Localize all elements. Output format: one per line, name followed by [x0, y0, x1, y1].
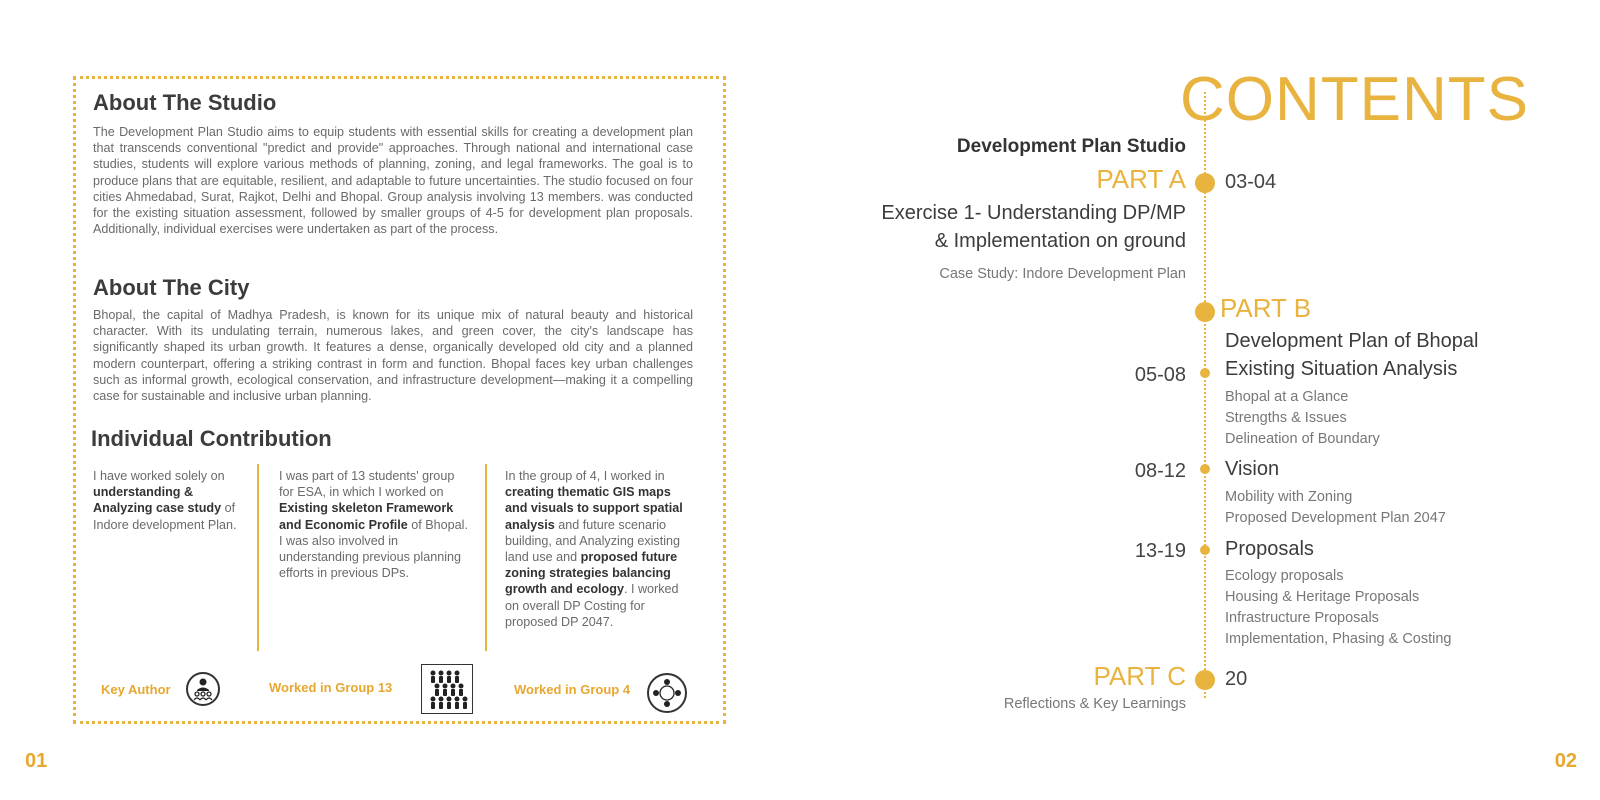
esa-item: Delineation of Boundary — [1225, 431, 1380, 447]
city-heading: About The City — [93, 275, 250, 300]
part-c-label: PART C — [1093, 661, 1186, 691]
vision-heading: Vision — [1225, 458, 1280, 480]
column-divider-2 — [485, 464, 487, 651]
vision-item: Mobility with Zoning — [1225, 489, 1353, 505]
esa-dot — [1200, 368, 1210, 378]
contribution-col-1 — [93, 468, 243, 533]
studio-text: The Development Plan Studio aims to equip students with essential skills for creating a development plan that transcends conventional "predict and provide" approaches. Through national and international case studies, students will explore various methods of planning, zoning, and legal frameworks. The goal is to produce plans that are equitable, resilient, and adaptable to future uncertainties. The studio focused on four cities Ahmedabad, Surat, Rajkot, Delhi and Bhopal. Group analysis involving 13 members. was conducted for the existing situation assessment, followed by smaller groups of 4-5 for development plan proposals. Additionally, individual exercises were undertaken as part of the process. — [93, 125, 693, 237]
proposals-item: Implementation, Phasing & Costing — [1225, 631, 1452, 647]
col3-text-1: In the group of 4, I worked in — [505, 469, 665, 483]
proposals-heading: Proposals — [1225, 538, 1314, 560]
col3-bold-2: proposed future zoning strategies balancing growth and ecology — [505, 550, 678, 597]
esa-item: Bhopal at a Glance — [1225, 389, 1349, 405]
key-author-label: Key Author — [101, 682, 171, 697]
col1-bold-1: understanding & Analyzing case study — [93, 485, 222, 516]
part-b-label: PART B — [1220, 293, 1312, 323]
proposals-pages: 13-19 — [1134, 540, 1186, 562]
studio-name: Development Plan Studio — [956, 136, 1186, 157]
city-text: Bhopal, the capital of Madhya Pradesh, is known for its unique mix of natural beauty and historical character. With its undulating terrain, numerous lakes, and green cover, the city's landscape has significantly shaped its urban growth. It features a dense, organically developed old city and a planned modern counterpart, offering a striking contrast in form and function. Bhopal faces key urban challenges such as informal growth, ecological conservation, and infrastructure development—making it a compelling case for sustainable and inclusive urban planning. — [93, 308, 693, 404]
vision-pages: 08-12 — [1134, 460, 1186, 482]
part-a-dot — [1195, 173, 1215, 193]
contribution-heading: Individual Contribution — [91, 426, 332, 451]
col2-bold-1: Existing skeleton Framework and Economic Profile — [279, 501, 454, 532]
col3-bold-1: creating thematic GIS maps and visuals to support spatial analysis — [505, 485, 683, 532]
dp-bhopal: Development Plan of Bhopal — [1225, 330, 1479, 352]
exercise-line-2: & Implementation on ground — [934, 230, 1186, 252]
vision-list — [1225, 487, 1446, 529]
proposals-item: Housing & Heritage Proposals — [1225, 589, 1420, 605]
part-c-pages: 20 — [1225, 668, 1248, 690]
proposals-item: Ecology proposals — [1225, 568, 1344, 584]
key-author-icon — [186, 672, 220, 706]
col1-text-2: of Indore development Plan. — [93, 501, 237, 532]
esa-pages: 05-08 — [1134, 364, 1186, 386]
column-divider-1 — [257, 464, 259, 651]
col2-text-1: I was part of 13 students' group for ESA, in which I worked on — [279, 469, 455, 500]
group13-label: Worked in Group 13 — [269, 680, 393, 695]
part-b-dot — [1195, 302, 1215, 322]
col3-text-2: and future scenario building, and Analyzing existing land use and — [505, 517, 681, 565]
contents-title: CONTENTS — [1180, 65, 1529, 134]
studio-heading: About The Studio — [93, 90, 277, 115]
case-study: Case Study: Indore Development Plan — [939, 266, 1186, 282]
group4-label: Worked in Group 4 — [514, 682, 631, 697]
contribution-col-3 — [505, 468, 695, 630]
proposals-item: Infrastructure Proposals — [1225, 610, 1379, 626]
contribution-col-2 — [279, 468, 469, 581]
col3-text-3: . I worked on overall DP Costing for proposed DP 2047. — [505, 582, 679, 629]
group13-icon — [421, 664, 473, 714]
page-number-right: 02 — [1554, 750, 1577, 772]
group4-icon — [647, 673, 687, 713]
esa-list — [1225, 387, 1380, 450]
page-number-left: 01 — [25, 750, 48, 772]
proposals-list — [1225, 566, 1452, 650]
part-a-label: PART A — [1096, 164, 1186, 194]
esa-item: Strengths & Issues — [1225, 410, 1347, 426]
part-a-pages: 03-04 — [1225, 171, 1277, 193]
esa-heading: Existing Situation Analysis — [1225, 358, 1458, 380]
reflections: Reflections & Key Learnings — [1003, 696, 1186, 712]
vision-item: Proposed Development Plan 2047 — [1225, 510, 1446, 526]
vision-dot — [1200, 464, 1210, 474]
proposals-dot — [1200, 545, 1210, 555]
col2-text-2: of Bhopal. I was also involved in understanding previous planning efforts in previous DPs. — [279, 517, 468, 581]
col1-text-1: I have worked solely on — [93, 469, 225, 483]
part-c-dot — [1195, 670, 1215, 690]
exercise-line-1: Exercise 1- Understanding DP/MP — [881, 202, 1186, 224]
